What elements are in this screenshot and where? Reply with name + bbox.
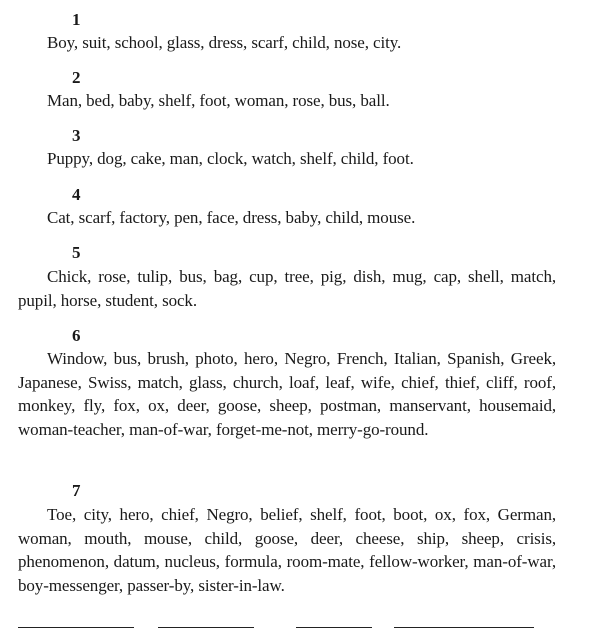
exercise-text: Boy, suit, school, glass, dress, scarf, child, nose, city. (47, 33, 402, 52)
exercise-number: 3 (72, 126, 81, 145)
exercise-number: 5 (72, 243, 81, 262)
bottom-rule (394, 627, 534, 628)
exercise-number: 6 (72, 326, 81, 345)
bottom-rule (158, 627, 254, 628)
exercise-text: Puppy, dog, cake, man, clock, watch, shelf, child, foot. (47, 149, 414, 168)
bottom-rule (18, 627, 134, 628)
exercise-text: Man, bed, baby, shelf, foot, woman, rose, bus, ball. (47, 91, 390, 110)
exercise-text: Toe, city, hero, chief, Negro, belief, shelf, foot, boot, ox, fox, German, woman, mouth, mouse, child, goose, deer, cheese, ship, sheep, crisis, phenomenon, datum, nucleus, formula, room-mate, fellow-worker, man-of-war, boy-messenger, passer-by, sister-in-law. (18, 505, 556, 596)
exercise-number: 2 (72, 68, 81, 87)
exercise-text: Chick, rose, tulip, bus, bag, cup, tree, pig, dish, mug, cap, shell, match, pupil, horse, student, sock. (18, 267, 556, 310)
exercise-number: 4 (72, 185, 81, 204)
exercise-number: 1 (72, 10, 81, 29)
exercise-text: Window, bus, brush, photo, hero, Negro, French, Italian, Spanish, Greek, Japanese, Swiss, match, glass, church, loaf, leaf, wife, chief, thief, cliff, roof, monkey, fly, fox, ox, deer, goose, sheep, postman, manservant, housemaid, woman-teacher, man-of-war, forget-me-not, merry-go-round. (18, 349, 556, 440)
exercise-text: Cat, scarf, factory, pen, face, dress, baby, child, mouse. (47, 208, 416, 227)
exercise-number: 7 (72, 481, 81, 500)
bottom-rule (296, 627, 372, 628)
